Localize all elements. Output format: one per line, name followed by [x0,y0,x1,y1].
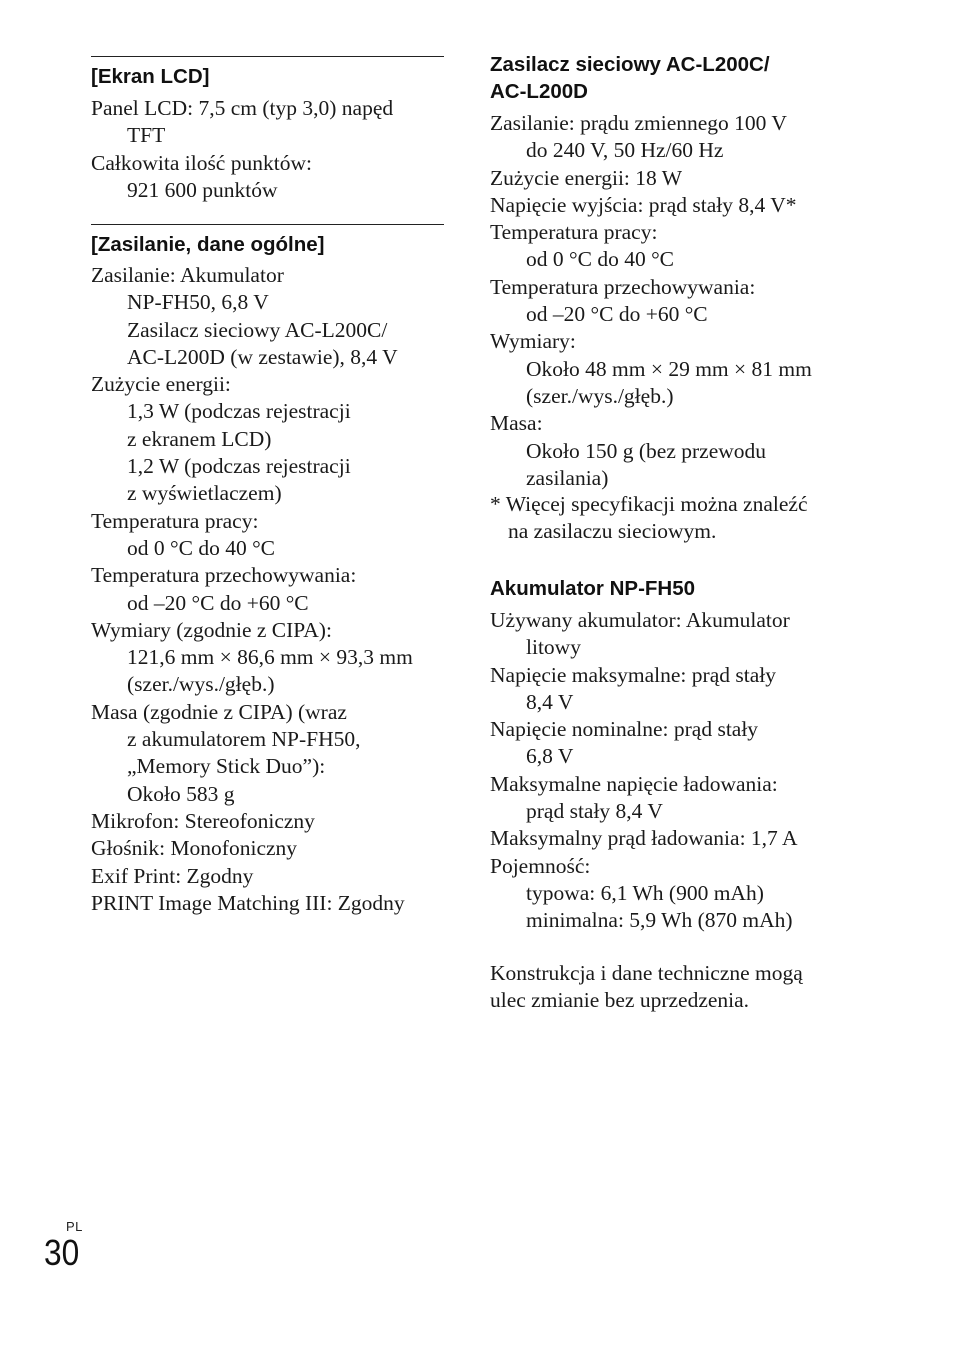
language-tag: PL [66,1219,83,1234]
spec-value-line: Około 150 g (bez przewodu [526,438,767,463]
spec-label-line: Napięcie nominalne: prąd stały [490,717,759,742]
spec-label-line: Mikrofon: Stereofoniczny [91,808,315,833]
spec-label-line: Używany akumulator: Akumulator [490,608,790,632]
spec-value-line: typowa: 6,1 Wh (900 mAh) [526,880,764,905]
disclaimer-line: Konstrukcja i dane techniczne mogą [490,961,803,985]
adapter-spec-list [490,110,812,492]
spec-value-line: 6,8 V [526,744,574,769]
spec-label-line: Napięcie maksymalne: prąd stały [490,662,776,687]
page-number: 30 [44,1232,80,1273]
spec-value-line: Około 583 g [127,781,235,806]
disclaimer-line: ulec zmianie bez uprzedzenia. [490,988,750,1013]
power-spec-list [91,262,413,917]
spec-value-line: z wyświetlaczem) [127,481,282,506]
spec-value-line: AC-L200D (w zestawie), 8,4 V [127,344,398,369]
spec-value-line: minimalna: 5,9 Wh (870 mAh) [526,908,793,933]
spec-label-line: Maksymalne napięcie ładowania: [490,771,778,796]
spec-label-line: Panel LCD: 7,5 cm (typ 3,0) napęd [91,96,394,120]
spec-label-line: Masa: [490,411,543,436]
adapter-footnote [490,491,807,546]
spec-value-line: 1,2 W (podczas rejestracji [127,454,351,479]
spec-value-line: 8,4 V [526,689,574,714]
spec-label-line: Wymiary: [490,329,576,354]
section-heading-lcd: [Ekran LCD] [91,65,210,88]
spec-label-line: Zasilanie: prądu zmiennego 100 V [490,111,787,135]
spec-value-line: „Memory Stick Duo”): [127,754,326,779]
spec-value-line: 921 600 punktów [127,177,278,202]
spec-label-line: Głośnik: Monofoniczny [91,836,298,861]
spec-value-line: do 240 V, 50 Hz/60 Hz [526,138,724,163]
adapter-heading-line1: Zasilacz sieciowy AC-L200C/ [490,53,770,76]
spec-label-line: Temperatura przechowywania: [91,563,357,588]
spec-label-line: Exif Print: Zgodny [91,863,254,888]
spec-value-line: (szer./wys./głęb.) [526,383,674,408]
spec-label-line: Zużycie energii: [91,372,231,397]
adapter-heading-line2: AC-L200D [490,80,588,103]
spec-label-line: Zużycie energii: 18 W [490,165,683,190]
spec-value-line: Około 48 mm × 29 mm × 81 mm [526,356,812,381]
section-heading-adapter [490,51,770,105]
spec-label-line: Wymiary (zgodnie z CIPA): [91,617,332,642]
spec-value-line: od –20 °C do +60 °C [127,590,309,615]
disclaimer [490,960,803,1015]
spec-value-line: od –20 °C do +60 °C [526,302,708,327]
spec-value-line: 121,6 mm × 86,6 mm × 93,3 mm [127,645,413,670]
spec-label-line: Temperatura przechowywania: [490,274,756,299]
spec-value-line: (szer./wys./głęb.) [127,672,275,697]
spec-value-line: TFT [127,123,166,148]
spec-label-line: Temperatura pracy: [490,220,658,245]
section-divider [91,56,444,57]
spec-value-line: zasilania) [526,465,609,490]
spec-value-line: litowy [526,635,581,660]
spec-value-line: Zasilacz sieciowy AC-L200C/ [127,317,388,342]
section-heading-power: [Zasilanie, dane ogólne] [91,233,325,256]
spec-value-line: z akumulatorem NP-FH50, [127,727,361,752]
footnote-line: na zasilaczu sieciowym. [508,519,717,544]
lcd-spec-list [91,95,393,204]
footnote-line: * Więcej specyfikacji można znaleźć [490,492,808,516]
spec-value-line: NP-FH50, 6,8 V [127,290,269,315]
spec-value-line: z ekranem LCD) [127,426,272,451]
spec-value-line: prąd stały 8,4 V [526,799,663,824]
section-heading-battery: Akumulator NP-FH50 [490,577,696,600]
section-divider [91,224,444,225]
spec-label-line: Pojemność: [490,853,591,878]
spec-value-line: od 0 °C do 40 °C [127,535,276,560]
spec-label-line: PRINT Image Matching III: Zgodny [91,890,405,915]
spec-value-line: od 0 °C do 40 °C [526,247,675,272]
spec-label-line: Całkowita ilość punktów: [91,150,312,175]
spec-label-line: Zasilanie: Akumulator [91,263,284,287]
spec-value-line: 1,3 W (podczas rejestracji [127,399,351,424]
spec-label-line: Temperatura pracy: [91,508,259,533]
battery-spec-list [490,607,798,935]
spec-label-line: Masa (zgodnie z CIPA) (wraz [91,699,347,724]
spec-label-line: Napięcie wyjścia: prąd stały 8,4 V* [490,192,797,217]
spec-label-line: Maksymalny prąd ładowania: 1,7 A [490,826,798,851]
